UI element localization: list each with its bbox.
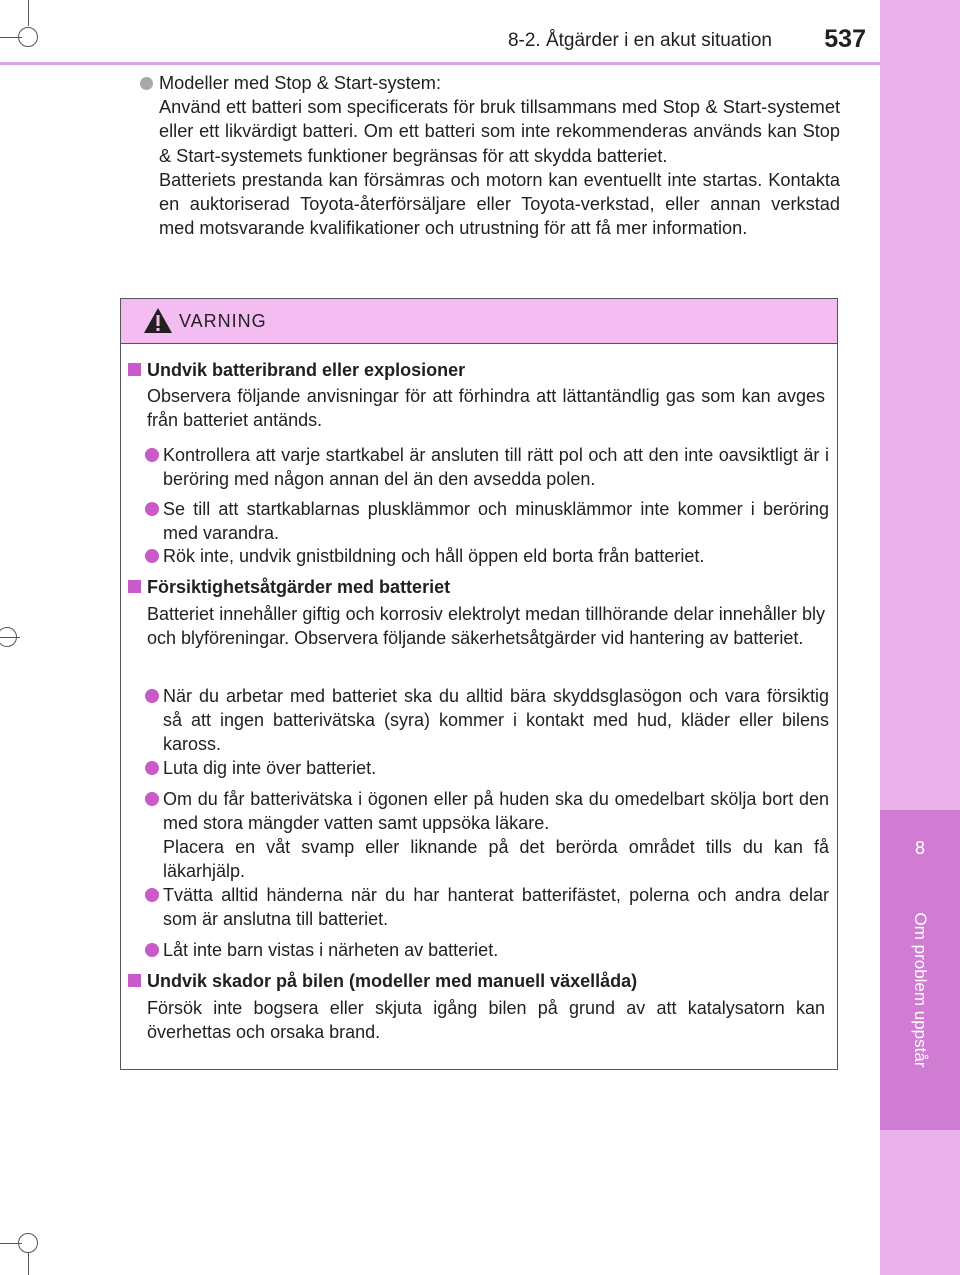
- warning-triangle-icon: [143, 307, 173, 334]
- list-item: [163, 497, 829, 545]
- bullet-icon: [145, 502, 159, 516]
- square-bullet-icon: [128, 363, 141, 376]
- bullet-icon: [145, 761, 159, 775]
- section-heading-text: Undvik batteribrand eller explosioner: [147, 360, 466, 380]
- chapter-side-tab: [880, 0, 960, 1275]
- page-number: 537: [824, 25, 866, 53]
- list-item: [163, 684, 829, 756]
- chapter-label: Om problem uppstår: [911, 912, 930, 1068]
- square-bullet-icon: [128, 580, 141, 593]
- list-item: [163, 938, 829, 962]
- bullet-icon: [145, 792, 159, 806]
- section-text: Försök inte bogsera eller skjuta igång bilen på grund av att katalysatorn kan överhettas och orsaka brand.: [147, 998, 825, 1042]
- list-item: [163, 544, 829, 568]
- list-item: [163, 787, 829, 835]
- section-heading: [147, 969, 637, 993]
- list-item-text: När du arbetar med batteriet ska du alltid bära skyddsglasögon och vara försiktig så att ingen batterivätska (syra) kommer i kontakt med hud, kläder eller bilens kaross.: [163, 686, 829, 754]
- crop-mark: [0, 627, 17, 647]
- warning-box: [120, 298, 838, 1070]
- header-divider: [0, 62, 880, 65]
- list-item: [163, 883, 829, 931]
- bullet-icon: [145, 549, 159, 563]
- list-item-continuation: Placera en våt svamp eller liknande på det berörda området tills du kan få läkarhjälp.: [163, 837, 829, 881]
- intro-title: Modeller med Stop & Start-system:: [159, 73, 442, 93]
- list-item: [163, 756, 829, 780]
- section-text: Batteriet innehåller giftig och korrosiv elektrolyt medan tillhörande delar innehåller bly och blyföreningar. Observera följande säkerhetsåtgärder vid hantering av batteriet.: [147, 604, 825, 648]
- bullet-icon: [145, 943, 159, 957]
- list-item: [163, 443, 829, 491]
- list-item-text: Tvätta alltid händerna när du har hanterat batterifästet, polerna och andra delar som är anslutna till batteriet.: [163, 885, 829, 929]
- warning-header: [121, 299, 837, 344]
- bullet-icon: [145, 888, 159, 902]
- intro-paragraph: Använd ett batteri som specificerats för bruk tillsammans med Stop & Start-systemet eller ett likvärdigt batteri. Om ett batteri som inte rekommenderas används kan Stop & Start-systemets funktioner begränsas för att skydda batteriet.: [159, 97, 840, 166]
- page-header: [0, 0, 880, 60]
- intro-paragraph: Batteriets prestanda kan försämras och motorn kan eventuellt inte startas. Kontakta en auktoriserad Toyota-återförsäljare eller Toyota-verkstad, eller annan verkstad med motsvarande kvalifikationer och utrustning för att få mer information.: [159, 169, 840, 239]
- section-heading: [147, 575, 450, 599]
- list-item-text: Luta dig inte över batteriet.: [163, 758, 377, 778]
- intro-block: [140, 71, 840, 240]
- section-title: 8-2. Åtgärder i en akut situation: [507, 30, 772, 51]
- section-heading-text: Försiktighetsåtgärder med batteriet: [147, 577, 451, 597]
- list-item-text: Se till att startkablarnas plusklämmor och minusklämmor inte kommer i beröring med varandra.: [163, 499, 829, 543]
- section-heading: [147, 358, 465, 382]
- section-heading-text: Undvik skador på bilen (modeller med manuell växellåda): [147, 971, 638, 991]
- list-item-text: Rök inte, undvik gnistbildning och håll öppen eld borta från batteriet.: [163, 546, 705, 566]
- bullet-icon: [140, 77, 153, 90]
- crop-mark: [28, 1252, 29, 1275]
- chapter-number: 8: [914, 838, 925, 858]
- section-text: Observera följande anvisningar för att förhindra att lättantändlig gas som kan avges från batteriet antänds.: [147, 386, 825, 430]
- square-bullet-icon: [128, 974, 141, 987]
- list-item-text: Kontrollera att varje startkabel är ansluten till rätt pol och att den inte oavsiktligt är i beröring med någon annan del än den avsedda polen.: [163, 445, 829, 489]
- warning-title: VARNING: [179, 311, 267, 331]
- crop-mark: [18, 1233, 38, 1253]
- bullet-icon: [145, 689, 159, 703]
- bullet-icon: [145, 448, 159, 462]
- list-item-text: Om du får batterivätska i ögonen eller på huden ska du omedelbart skölja bort den med stora mängder vatten samt uppsöka läkare.: [163, 789, 829, 833]
- list-item-text: Låt inte barn vistas i närheten av batteriet.: [163, 940, 499, 960]
